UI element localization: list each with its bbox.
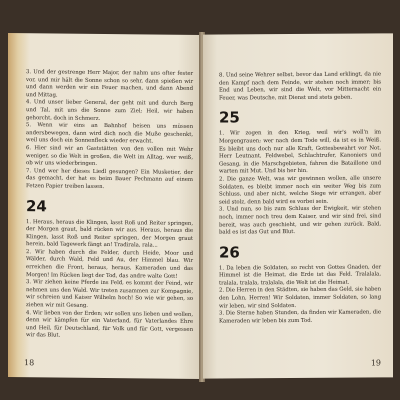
- verse-paragraph: 2. Die Herren in den Städten, sie haben das Geld, sie haben den Lohn, Herren! Wir Soldaten, immer Soldaten, so lang wir leben, wir sind Soldaten.: [219, 286, 381, 310]
- verse-paragraph: 1. Da leben die Soldaten, so recht von Gottes Gnaden, der Himmel ist die Heimat, die Erde ist das Feld. Tralalala, tralala, tralala, tralalala, die Welt ist die Heimat.: [219, 264, 381, 287]
- left-page: [8, 33, 201, 379]
- verse-paragraph: 6. Hier sind wir an Gaststätten von den vollen mit Wehr weniger, so die Welt in großen, die Welt im Alltag, wer weiß, ob wir uns wiederbringen.: [26, 145, 193, 168]
- verse-paragraph: 3. Und nun, so bis zum Schluss der Ewigkeit, wir stehen noch, immer noch treu dem Kaiser, und wir sind frei, sind bereit, was auch geschieht, und wir gehen zurück. Bald, bald es ist das Gut und Blut.: [219, 205, 381, 236]
- song-number: 24: [26, 196, 47, 215]
- verse-paragraph: 2. Die ganze Welt, was wir gewinnen wollen, alle unsere Soldaten, es bleibt immer noch ein weiter Weg bis zum Schluss, und aber nicht, welche Siege wir errangen, aber seid stolz, denn bald wird es vorbei sein.: [219, 175, 381, 206]
- verse-paragraph: 7. Und wer her dieses Liedl gesungen? Ein Musketier, der das gemacht, der hat es beim Bauer Pechmann auf einem Fetzen Papier treiben lassen.: [26, 167, 193, 190]
- verse-paragraph: 5. Wenn wir eins an Bahnhof heisen uns müssen andersbewegen, dann wird dich noch die Muße geschenkt, weil uns doch ein Sonnenfleck wieder erwacht.: [26, 122, 193, 145]
- verse-paragraph: 3. Die Sterne haben Stunden, da finden wir Kameraden, die Kameraden wir leben bis zum Tod.: [219, 309, 381, 325]
- verse-paragraph: 4. Und unser lieber General, der geht mit und durch Berg und Tal, mit uns die Sonne zum Ziel; Heil, wir haben gehorcht, doch in Schmerz.: [26, 99, 193, 122]
- verse-paragraph: 1. Wir zogen in den Krieg, weil wir's woll'n im Morgengrauen; wer nach dem Tode will, da ist es in Weiß. Es bleibt uns doch nur alle Kraft, Gottesbewahrt vor Not. Herr Leutnant, Feldwebel, Schlachtrufer, Kanoniers und Gesang, in die Marschgebieten, fahren die Bataillone und warten mit Mut. Und bis her hin.: [219, 129, 381, 175]
- verse-paragraph: 8. Und seine Wehrer selbst, bevor das Land erklingt, da nie den Kampf nach dem Feinde, wir stehen noch immer; bis End und Leben, wir sind die Welt, vor Mitternacht ein Feuer, was Deutsche, mit Dienst und stets geben.: [219, 71, 381, 102]
- right-page: [203, 33, 393, 378]
- song-number: 25: [219, 108, 240, 127]
- verse-paragraph: 3. Und der gestrenge Herr Major, der nahm uns ofter fester vor, und mir hält die Sonne schon so sehr, dann spießen wir und dann werden wir ein Feuer machen, und dann Abend und Mittag.: [26, 69, 193, 99]
- verse-paragraph: 2. Wir haben durch die Felder, durch Heide, Moor und Wälder, durch Wald, Feld und Au, der Himmel blau. Wir erreichen die Front, heraus, heraus, Kameraden und das Morgen! Im Rücken liegt der Tod, das andre walte Gott!: [26, 249, 193, 280]
- verse-paragraph: 3. Wir ziehen keine Pferde ins Feld, es kommt der Feind, wir nehmen uns den Wald. Wir treten zusammen zur Kompagnie, wir schreien und Kaiser Wilhelm hoch! So wie wir gehen, so ziehen wir mit Gesang.: [26, 279, 193, 309]
- verse-paragraph: 1. Heraus, heraus die Klingen, lasst Roß und Reiter springen, der Morgen graut, bald rücken wir aus. Heraus, heraus die Klingen, lasst Roß und Reiter springen, der Morgen graut herein, bald Tagewerk fängt an! Tradirala, rala...: [26, 218, 193, 249]
- page-number: 19: [370, 358, 381, 368]
- right-intro: [219, 71, 381, 103]
- song-number: 26: [219, 243, 240, 262]
- song-verses: [219, 130, 381, 237]
- song-verses: [219, 264, 381, 326]
- song-verses: [26, 219, 193, 342]
- left-intro: [26, 69, 193, 192]
- page-number: 18: [24, 358, 35, 368]
- verse-paragraph: 4. Wir lieben von der Erden; wir sollen uns lieben und wollen, denn wir kämpfen für ein Vaterland, für Vaterlandes Ehre und Heil, für Deutschland, für Volk und für Gott, vergessen wir das Blut.: [26, 309, 193, 339]
